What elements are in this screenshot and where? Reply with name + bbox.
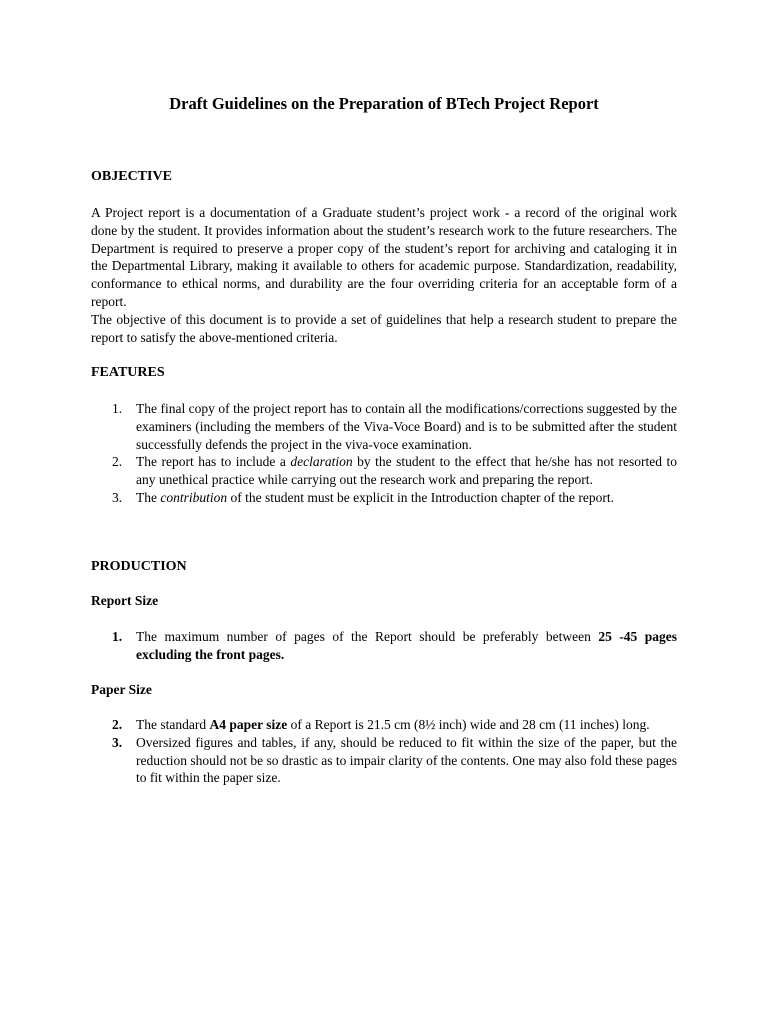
features-heading: FEATURES: [91, 365, 165, 380]
list-item-text-pre: The report has to include a: [136, 454, 291, 470]
list-item-text-pre: The: [136, 489, 161, 505]
list-item: [91, 716, 677, 734]
objective-text: [91, 204, 677, 346]
list-item: [91, 489, 677, 507]
list-item-text-post: of a Report is 21.5 cm (8½ inch) wide and 28 cm (11 inches) long.: [287, 717, 650, 732]
list-item: [91, 453, 677, 489]
objective-heading: OBJECTIVE: [91, 169, 172, 184]
list-item: [91, 734, 677, 787]
list-item-strong: A4 paper size: [209, 717, 288, 732]
list-item-number: 3.: [112, 489, 123, 505]
list-item-text-post: by the student to the effect that he/she has not resorted to any unethical practice while carrying out the research work and preparing the report.: [136, 454, 677, 488]
report-size-list: [91, 628, 677, 664]
paper-size-list: [91, 716, 677, 787]
list-item-number: 2.: [112, 454, 123, 470]
list-item-number: 2.: [112, 717, 123, 732]
list-item-text-pre: The standard: [136, 717, 210, 732]
list-item-text: Oversized figures and tables, if any, should be reduced to fit within the size of the paper, but the reduction should not be so drastic as to impair clarity of the contents. One may also fold these pages to fit within the paper size.: [136, 734, 677, 786]
list-item: [91, 628, 677, 664]
features-list: [91, 400, 677, 507]
list-item-text-pre: The maximum number of pages of the Report should be preferably between: [136, 629, 599, 644]
list-item-strong: 25 -45 pages excluding the front pages.: [136, 629, 678, 662]
list-item-number: 1.: [112, 401, 123, 416]
document-title: Draft Guidelines on the Preparation of BTech Project Report: [169, 94, 599, 113]
list-item-number: 1.: [112, 629, 123, 644]
list-item-text: The final copy of the project report has to contain all the modifications/corrections suggested by the examiners (including the members of the Viva-Voce Board) and is to be submitted after the student successfully defends the project in the viva-voce examination.: [136, 401, 677, 452]
objective-paragraph-1: A Project report is a documentation of a Graduate student’s project work - a record of the original work done by the student. It provides information about the student’s research work to the future researchers. The Department is required to preserve a proper copy of the student’s report for archiving and cataloging it in the Departmental Library, making it available to others for academic purpose. Standardization, readability, conformance to ethical norms, and durability are the four overriding criteria for an acceptable form of a report.: [91, 205, 677, 309]
paper-size-heading: Paper Size: [91, 682, 152, 697]
list-item-number: 3.: [112, 734, 123, 750]
production-heading: PRODUCTION: [91, 559, 187, 574]
objective-paragraph-2: The objective of this document is to provide a set of guidelines that help a research student to prepare the report to satisfy the above-mentioned criteria.: [91, 311, 677, 345]
list-item-emphasis: declaration: [290, 454, 353, 470]
list-item-text-post: of the student must be explicit in the Introduction chapter of the report.: [227, 489, 615, 505]
list-item: [91, 400, 677, 453]
list-item-emphasis: contribution: [160, 489, 228, 505]
report-size-heading: Report Size: [91, 593, 159, 608]
